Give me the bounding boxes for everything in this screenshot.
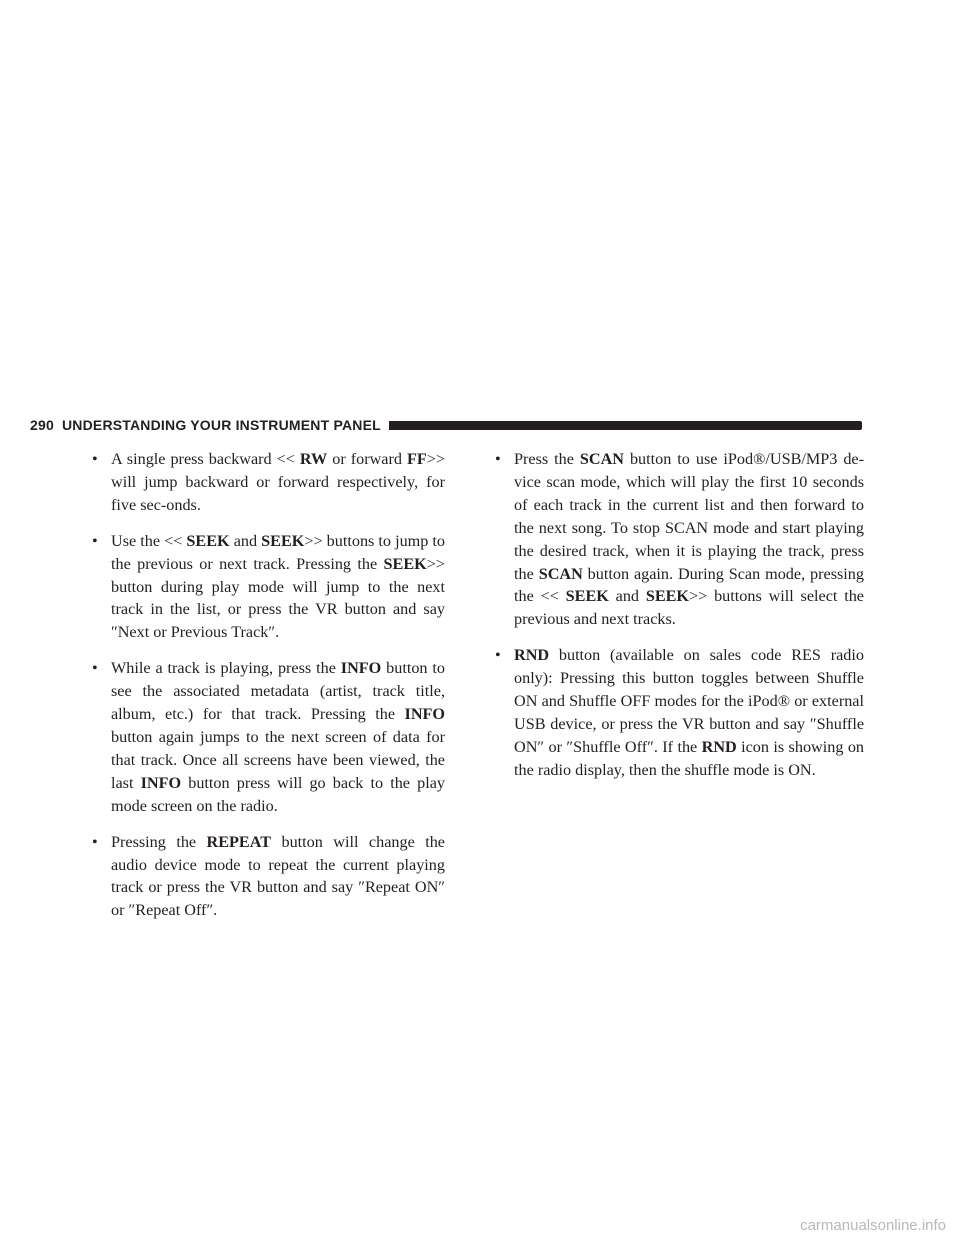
page-header xyxy=(30,414,862,436)
bullet-icon: • xyxy=(92,531,98,550)
bullet-icon: • xyxy=(495,646,501,665)
list-item: • RND button (available on sales code RES radio only): Pressing this button toggles between Shuffle ON and Shuffle OFF modes for the iPod® or external USB device, or press the VR button and say ″Shuffle ON″ or ″Shuffle Off″. If the RND icon is showing on the radio display, then the shuffle mode is ON. xyxy=(495,646,865,779)
list-item: • Pressing the REPEAT button will change the audio device mode to repeat the current playing track or press the VR button and say ″Repeat ON″ or ″Repeat Off″. xyxy=(92,832,445,920)
bullet-icon: • xyxy=(92,450,98,468)
watermark: carmanualsonline.info xyxy=(800,1217,946,1234)
list-item: • Press the SCAN button to use iPod®/USB/MP3 de-vice scan mode, which will play the first 10 seconds of each track in the current list and then forward to the next song. To stop SCAN mode and start playing the desired track, when it is playing the track, press the SCAN button again. During Scan mode, pressing the << SEEK and SEEK>> buttons will select the previous and next tracks. xyxy=(495,450,865,629)
bullet-icon: • xyxy=(92,832,98,851)
left-column xyxy=(89,448,445,935)
section-title: UNDERSTANDING YOUR INSTRUMENT PANEL xyxy=(61,417,381,433)
page-number: 290 xyxy=(30,417,54,433)
bullet-icon: • xyxy=(495,450,501,468)
list-item: • While a track is playing, press the INFO button to see the associated metadata (artist, track title, album, etc.) for that track. Pressing the INFO button again jumps to the next screen of data for that track. Once all screens have been viewed, the last INFO button press will go back to the play mode screen on the radio. xyxy=(92,659,445,815)
list-item: • A single press backward << RW or forward FF>> will jump backward or forward respectively, for five sec-onds. xyxy=(92,450,446,514)
list-item: • Use the << SEEK and SEEK>> buttons to jump to the previous or next track. Pressing the SEEK>> button during play mode will jump to the next track in the list, or press the VR button and say ″Next or Previous Track″. xyxy=(92,531,446,642)
bullet-icon: • xyxy=(92,659,98,678)
right-column xyxy=(492,448,864,795)
header-rule xyxy=(389,421,862,430)
